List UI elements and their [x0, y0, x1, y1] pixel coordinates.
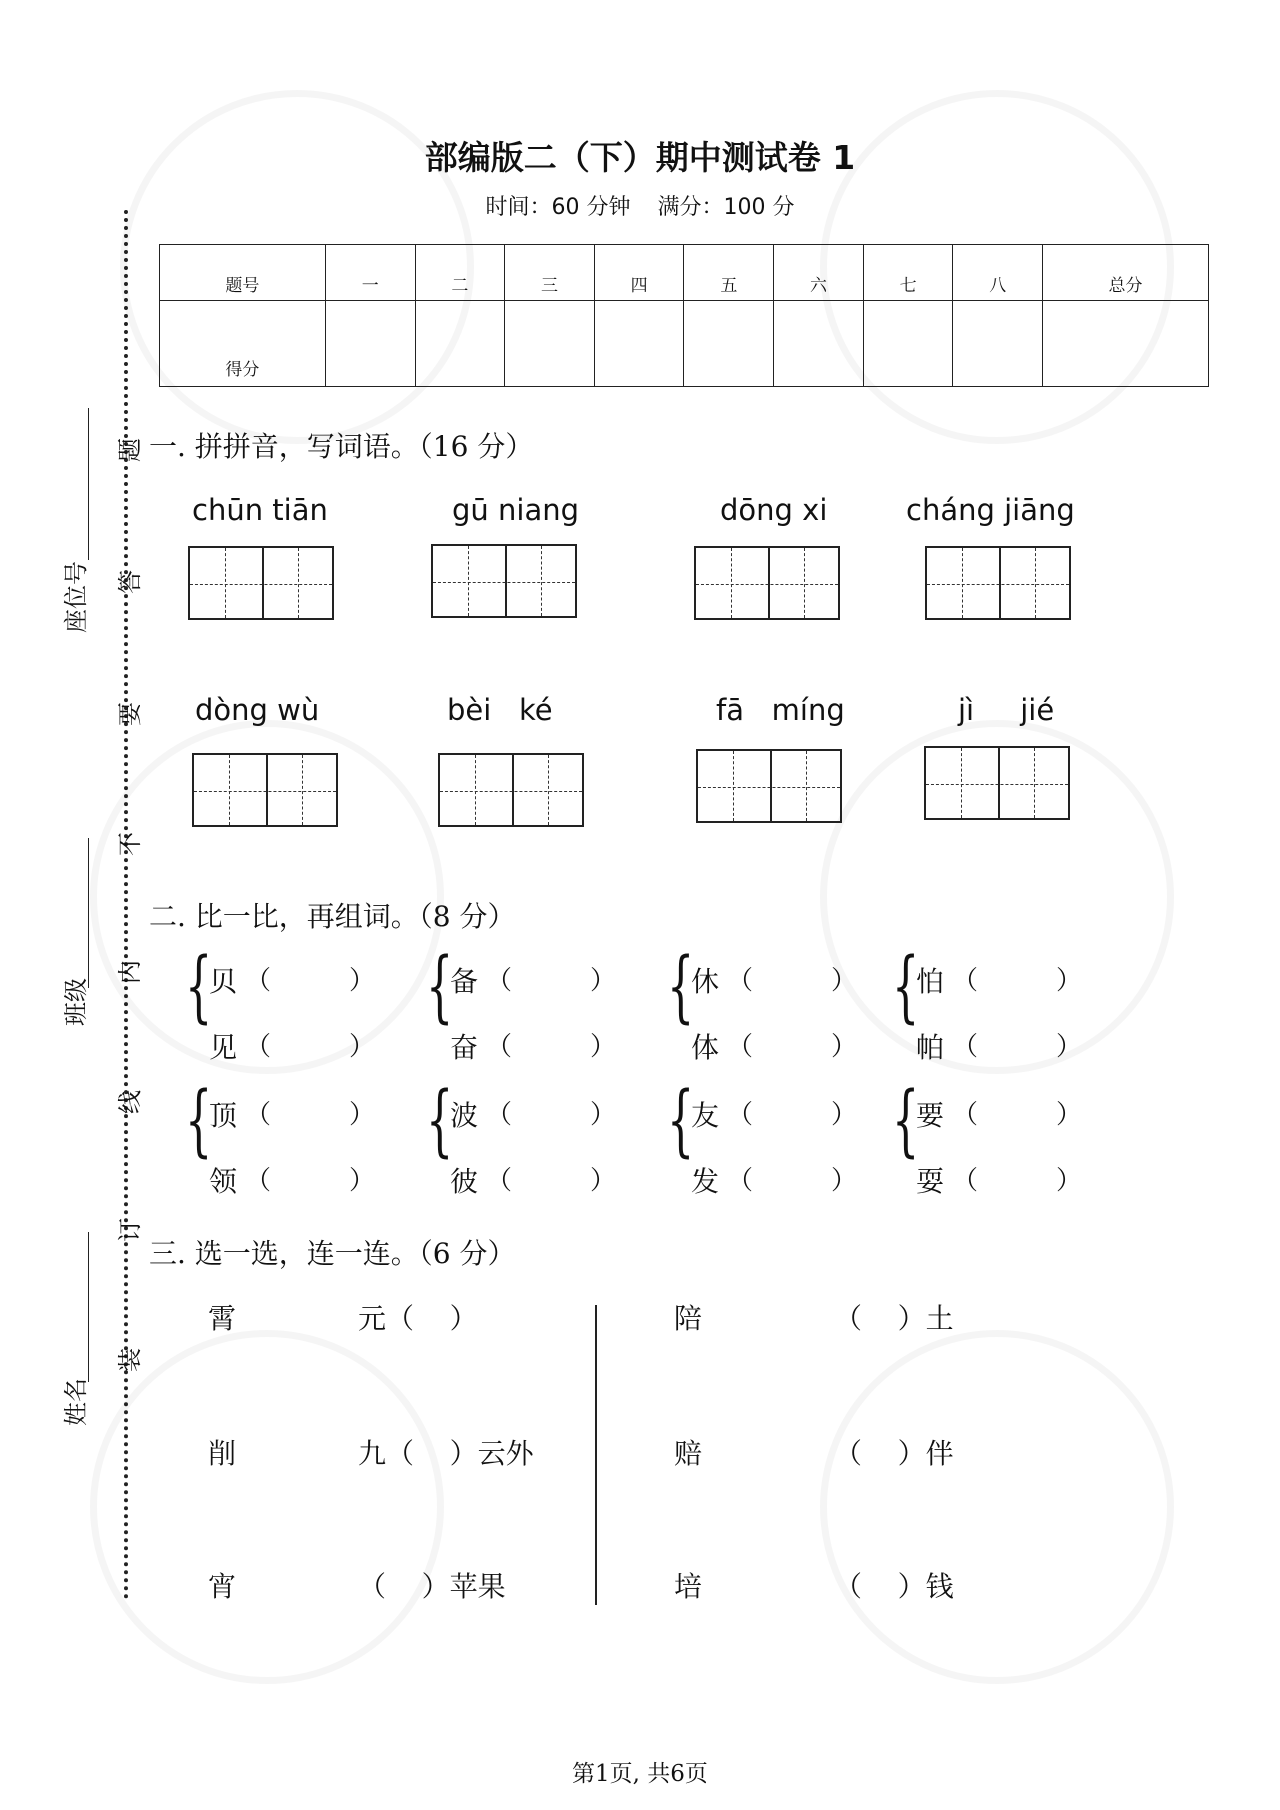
- column-header: 一: [325, 245, 415, 301]
- class-label: 班级: [62, 978, 90, 1026]
- paren-open[interactable]: （: [486, 966, 513, 996]
- divider-line: [595, 1305, 597, 1605]
- paren-open[interactable]: （: [952, 1100, 979, 1130]
- paren-open[interactable]: （: [727, 1100, 754, 1130]
- name-write-line: [88, 1232, 89, 1382]
- pair-char: 奋: [450, 1031, 479, 1064]
- right-char: 赔: [674, 1437, 703, 1470]
- left-item[interactable]: 元（ ）: [358, 1302, 478, 1335]
- binding-char: 线: [116, 1090, 144, 1114]
- pair-char: 波: [450, 1099, 479, 1132]
- paren-close: ）: [1056, 966, 1083, 996]
- paren-close: ）: [590, 1032, 617, 1062]
- paren-open[interactable]: （: [245, 966, 272, 996]
- pinyin-label: dōng xi: [720, 493, 828, 527]
- writing-grid[interactable]: [696, 749, 842, 823]
- binding-char: 内: [116, 960, 144, 984]
- writing-grid[interactable]: [924, 746, 1070, 820]
- section-3-heading: 三. 选一选，连一连。（6 分）: [149, 1237, 516, 1270]
- pinyin-label: dòng wù: [195, 693, 320, 727]
- pair-char: 见: [209, 1031, 238, 1064]
- pair-char: 领: [209, 1165, 238, 1198]
- brace-icon: {: [667, 1076, 695, 1166]
- score-label: 满分：100 分: [657, 195, 795, 220]
- pinyin-label: bèi ké: [447, 693, 553, 727]
- paren-close: ）: [590, 1100, 617, 1130]
- right-char: 培: [674, 1570, 703, 1603]
- pair-char: 备: [450, 965, 479, 998]
- binding-char: 要: [116, 702, 144, 726]
- pinyin-label: gū niang: [452, 493, 580, 527]
- pair-char: 友: [691, 1099, 720, 1132]
- writing-grid[interactable]: [431, 544, 577, 618]
- score-cell[interactable]: [325, 301, 415, 387]
- pair-char: 怕: [916, 965, 945, 998]
- right-item[interactable]: （ ）伴: [834, 1437, 954, 1470]
- binding-char: 装: [116, 1348, 144, 1372]
- paren-close: ）: [1056, 1032, 1083, 1062]
- paren-open[interactable]: （: [727, 1032, 754, 1062]
- score-cell[interactable]: [505, 301, 595, 387]
- section-2-heading: 二. 比一比，再组词。（8 分）: [149, 900, 516, 933]
- watermark-circle: [820, 1330, 1174, 1684]
- pair-char: 体: [691, 1031, 720, 1064]
- left-item[interactable]: （ ）苹果: [358, 1570, 506, 1603]
- seat-label: 座位号: [62, 561, 90, 633]
- column-header: 二: [415, 245, 505, 301]
- column-header: 三: [505, 245, 595, 301]
- paren-close: ）: [831, 966, 858, 996]
- paren-open[interactable]: （: [727, 966, 754, 996]
- left-char: 宵: [208, 1570, 237, 1603]
- table-header-label: 题号: [160, 245, 326, 301]
- binding-char: 不: [116, 832, 144, 856]
- column-header: 七: [863, 245, 953, 301]
- paren-close: ）: [1056, 1166, 1083, 1196]
- paren-open[interactable]: （: [245, 1166, 272, 1196]
- seat-write-line: [88, 408, 89, 560]
- page-title: 部编版二（下）期中测试卷 1: [424, 138, 856, 177]
- paren-open[interactable]: （: [727, 1166, 754, 1196]
- writing-grid[interactable]: [925, 546, 1071, 620]
- paren-open[interactable]: （: [486, 1100, 513, 1130]
- paren-close: ）: [349, 966, 376, 996]
- pinyin-label: cháng jiāng: [906, 493, 1075, 527]
- time-label: 时间：60 分钟: [485, 195, 631, 220]
- binding-char: 题: [116, 438, 144, 462]
- pair-char: 贝: [209, 965, 238, 998]
- column-header: 五: [684, 245, 774, 301]
- brace-icon: {: [892, 1076, 920, 1166]
- row-label: 得分: [160, 301, 326, 387]
- pinyin-label: jì jié: [958, 693, 1055, 727]
- score-cell[interactable]: [415, 301, 505, 387]
- brace-icon: {: [185, 1076, 213, 1166]
- left-item[interactable]: 九（ ）云外: [358, 1437, 534, 1470]
- page-footer: 第1页, 共6页: [572, 1761, 708, 1787]
- binding-char: 答: [116, 570, 144, 594]
- exam-info: [0, 190, 1280, 221]
- writing-grid[interactable]: [188, 546, 334, 620]
- score-table: [159, 244, 1209, 387]
- column-header: 四: [594, 245, 684, 301]
- binding-char: 订: [116, 1218, 144, 1242]
- pair-char: 发: [691, 1165, 720, 1198]
- paren-close: ）: [349, 1032, 376, 1062]
- score-cell[interactable]: [953, 301, 1043, 387]
- right-char: 陪: [674, 1302, 703, 1335]
- paren-close: ）: [831, 1100, 858, 1130]
- pair-char: 彼: [450, 1165, 479, 1198]
- paren-close: ）: [349, 1100, 376, 1130]
- class-write-line: [88, 838, 89, 988]
- score-cell[interactable]: [684, 301, 774, 387]
- pair-char: 帕: [916, 1031, 945, 1064]
- paren-open[interactable]: （: [245, 1100, 272, 1130]
- score-cell[interactable]: [863, 301, 953, 387]
- paren-open[interactable]: （: [952, 1166, 979, 1196]
- brace-icon: {: [426, 1076, 454, 1166]
- paren-open[interactable]: （: [952, 1032, 979, 1062]
- writing-grid[interactable]: [438, 753, 584, 827]
- score-cell[interactable]: [594, 301, 684, 387]
- column-header: 八: [953, 245, 1043, 301]
- left-char: 霄: [208, 1302, 237, 1335]
- paren-close: ）: [831, 1166, 858, 1196]
- score-cell[interactable]: [1043, 301, 1209, 387]
- pair-char: 休: [691, 965, 720, 998]
- name-label: 姓名: [62, 1378, 90, 1426]
- score-cell[interactable]: [774, 301, 864, 387]
- left-char: 削: [208, 1437, 237, 1470]
- paren-open[interactable]: （: [486, 1166, 513, 1196]
- paren-open[interactable]: （: [245, 1032, 272, 1062]
- watermark-circle: [90, 1330, 444, 1684]
- paren-open[interactable]: （: [486, 1032, 513, 1062]
- paren-close: ）: [590, 1166, 617, 1196]
- column-header: 总分: [1043, 245, 1209, 301]
- paren-close: ）: [831, 1032, 858, 1062]
- brace-icon: {: [426, 942, 454, 1032]
- paren-close: ）: [590, 966, 617, 996]
- paren-close: ）: [1056, 1100, 1083, 1130]
- brace-icon: {: [892, 942, 920, 1032]
- pinyin-label: fā míng: [716, 693, 845, 727]
- right-item[interactable]: （ ）钱: [834, 1570, 954, 1603]
- brace-icon: {: [185, 942, 213, 1032]
- paren-close: ）: [349, 1166, 376, 1196]
- writing-grid[interactable]: [192, 753, 338, 827]
- pair-char: 要: [916, 1099, 945, 1132]
- brace-icon: {: [667, 942, 695, 1032]
- pinyin-label: chūn tiān: [192, 493, 328, 527]
- column-header: 六: [774, 245, 864, 301]
- right-item[interactable]: （ ）土: [834, 1302, 954, 1335]
- binding-dotted-line: [124, 210, 128, 1600]
- section-1-heading: 一. 拼拼音，写词语。（16 分）: [149, 430, 534, 463]
- paren-open[interactable]: （: [952, 966, 979, 996]
- pair-char: 顶: [209, 1099, 238, 1132]
- writing-grid[interactable]: [694, 546, 840, 620]
- pair-char: 耍: [916, 1165, 945, 1198]
